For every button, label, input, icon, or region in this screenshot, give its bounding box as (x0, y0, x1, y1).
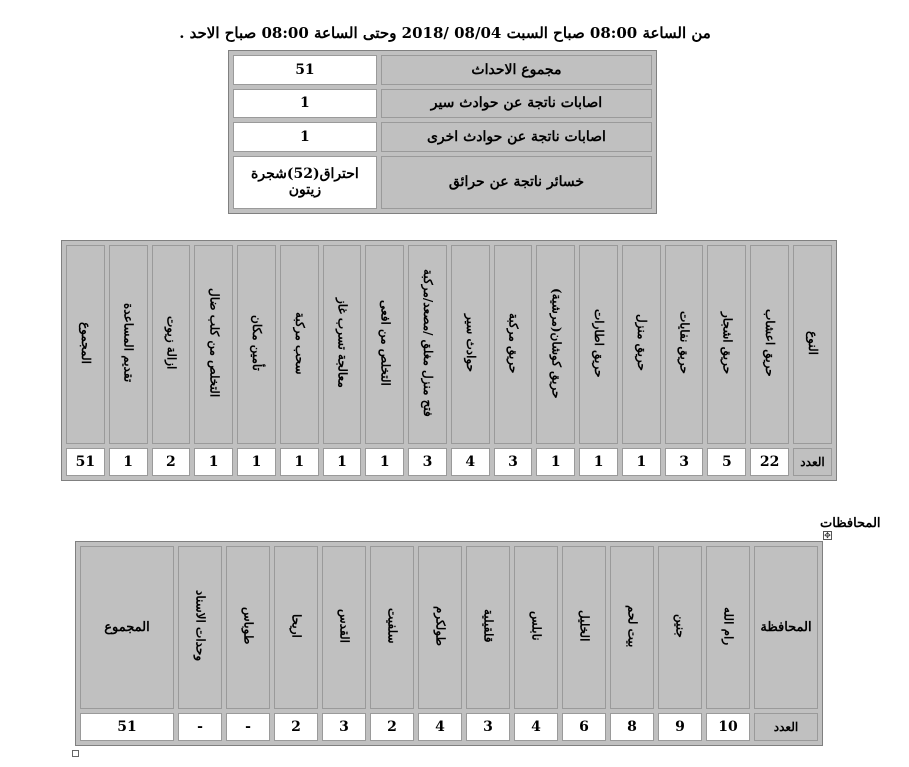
summary-value: احتراق(52)شجرة زيتون (233, 156, 377, 209)
summary-value: 51 (233, 55, 377, 85)
event-count: 1 (579, 448, 618, 476)
event-type-header: تأمين مكان (237, 245, 276, 444)
event-type-header: سحب مركبة (280, 245, 319, 444)
event-type-header: حريق اعشاب (750, 245, 789, 444)
governorate-header: المجموع (80, 546, 174, 709)
governorate-count: 2 (274, 713, 318, 741)
event-type-header: حريق منزل (622, 245, 661, 444)
event-type-header: فتح منزل مغلق /مصعد/مركبة (408, 245, 447, 444)
count-row-label: العدد (793, 448, 832, 476)
event-count: 1 (109, 448, 148, 476)
count-row-label: العدد (754, 713, 818, 741)
governorate-count: 8 (610, 713, 654, 741)
event-count: 1 (237, 448, 276, 476)
event-count: 1 (622, 448, 661, 476)
events-table (61, 240, 837, 481)
governorate-count: - (178, 713, 222, 741)
event-count: 3 (494, 448, 533, 476)
summary-value: 1 (233, 122, 377, 152)
event-count: 4 (451, 448, 490, 476)
event-type-header: حريق نفايات (665, 245, 704, 444)
event-type-header: حوادث سير (451, 245, 490, 444)
event-type-header: تقديم المساعدة (109, 245, 148, 444)
event-type-header: ازالة زيوت (152, 245, 191, 444)
summary-table (228, 50, 657, 214)
governorate-count: 51 (80, 713, 174, 741)
event-count: 2 (152, 448, 191, 476)
governorate-header: قلقيلية (466, 546, 510, 709)
governorate-header: سلفيت (370, 546, 414, 709)
governorate-count: 9 (658, 713, 702, 741)
event-type-header: المجموع (66, 245, 105, 444)
event-count: 1 (365, 448, 404, 476)
event-type-header: حريق اطارات (579, 245, 618, 444)
event-count: 1 (194, 448, 233, 476)
governorates-count-row (80, 713, 818, 741)
event-count: 22 (750, 448, 789, 476)
governorate-count: 4 (418, 713, 462, 741)
governorate-header: القدس (322, 546, 366, 709)
event-type-header: حريق اشجار (707, 245, 746, 444)
event-count: 3 (408, 448, 447, 476)
governorate-count: 4 (514, 713, 558, 741)
event-type-header: التخلص من افعى (365, 245, 404, 444)
governorate-header: نابلس (514, 546, 558, 709)
event-type-header: معالجة تسرب غاز (323, 245, 362, 444)
summary-row-other (233, 122, 652, 152)
report-header (0, 24, 890, 42)
event-type-header: حريق مركبة (494, 245, 533, 444)
governorates-table (75, 541, 823, 746)
governorate-header: اريحا (274, 546, 318, 709)
governorate-count: - (226, 713, 270, 741)
governorate-header: جنين (658, 546, 702, 709)
events-count-row (66, 448, 832, 476)
governorate-header: طوباس (226, 546, 270, 709)
summary-value: 1 (233, 89, 377, 119)
governorates-title: المحافظات (820, 516, 881, 531)
event-type-header: التخلص من كلب ضال (194, 245, 233, 444)
governorate-count: 2 (370, 713, 414, 741)
governorate-header: رام الله (706, 546, 750, 709)
event-type-header: حريق كوشان(مرشية) (536, 245, 575, 444)
governorate-header: وحدات الاسناد (178, 546, 222, 709)
event-count: 1 (280, 448, 319, 476)
summary-label: مجموع الاحداث (381, 55, 652, 85)
governorate-count: 3 (466, 713, 510, 741)
summary-row-traffic (233, 89, 652, 119)
governorate-header: طولكرم (418, 546, 462, 709)
governorate-count: 6 (562, 713, 606, 741)
event-count: 1 (536, 448, 575, 476)
event-count: 3 (665, 448, 704, 476)
summary-row-total (233, 55, 652, 85)
event-count: 1 (323, 448, 362, 476)
type-row-label: النوع (793, 245, 832, 444)
summary-row-fire (233, 156, 652, 209)
events-header-row (66, 245, 832, 444)
summary-label: اصابات ناتجة عن حوادث اخرى (381, 122, 652, 152)
governorate-count: 10 (706, 713, 750, 741)
summary-label: خسائر ناتجة عن حرائق (381, 156, 652, 209)
report-period-text: من الساعة 08:00 صباح السبت 08/04 /2018 وحتى الساعة 08:00 صباح الاحد . (179, 24, 711, 42)
governorate-row-label: المحافظة (754, 546, 818, 709)
governorate-count: 3 (322, 713, 366, 741)
event-count: 5 (707, 448, 746, 476)
governorates-header-row (80, 546, 818, 709)
governorate-header: الخليل (562, 546, 606, 709)
governorate-header: بيت لحم (610, 546, 654, 709)
event-count: 51 (66, 448, 105, 476)
resize-handle-icon[interactable] (72, 750, 79, 757)
move-handle-icon[interactable]: ✥ (824, 531, 831, 540)
summary-label: اصابات ناتجة عن حوادث سير (381, 89, 652, 119)
